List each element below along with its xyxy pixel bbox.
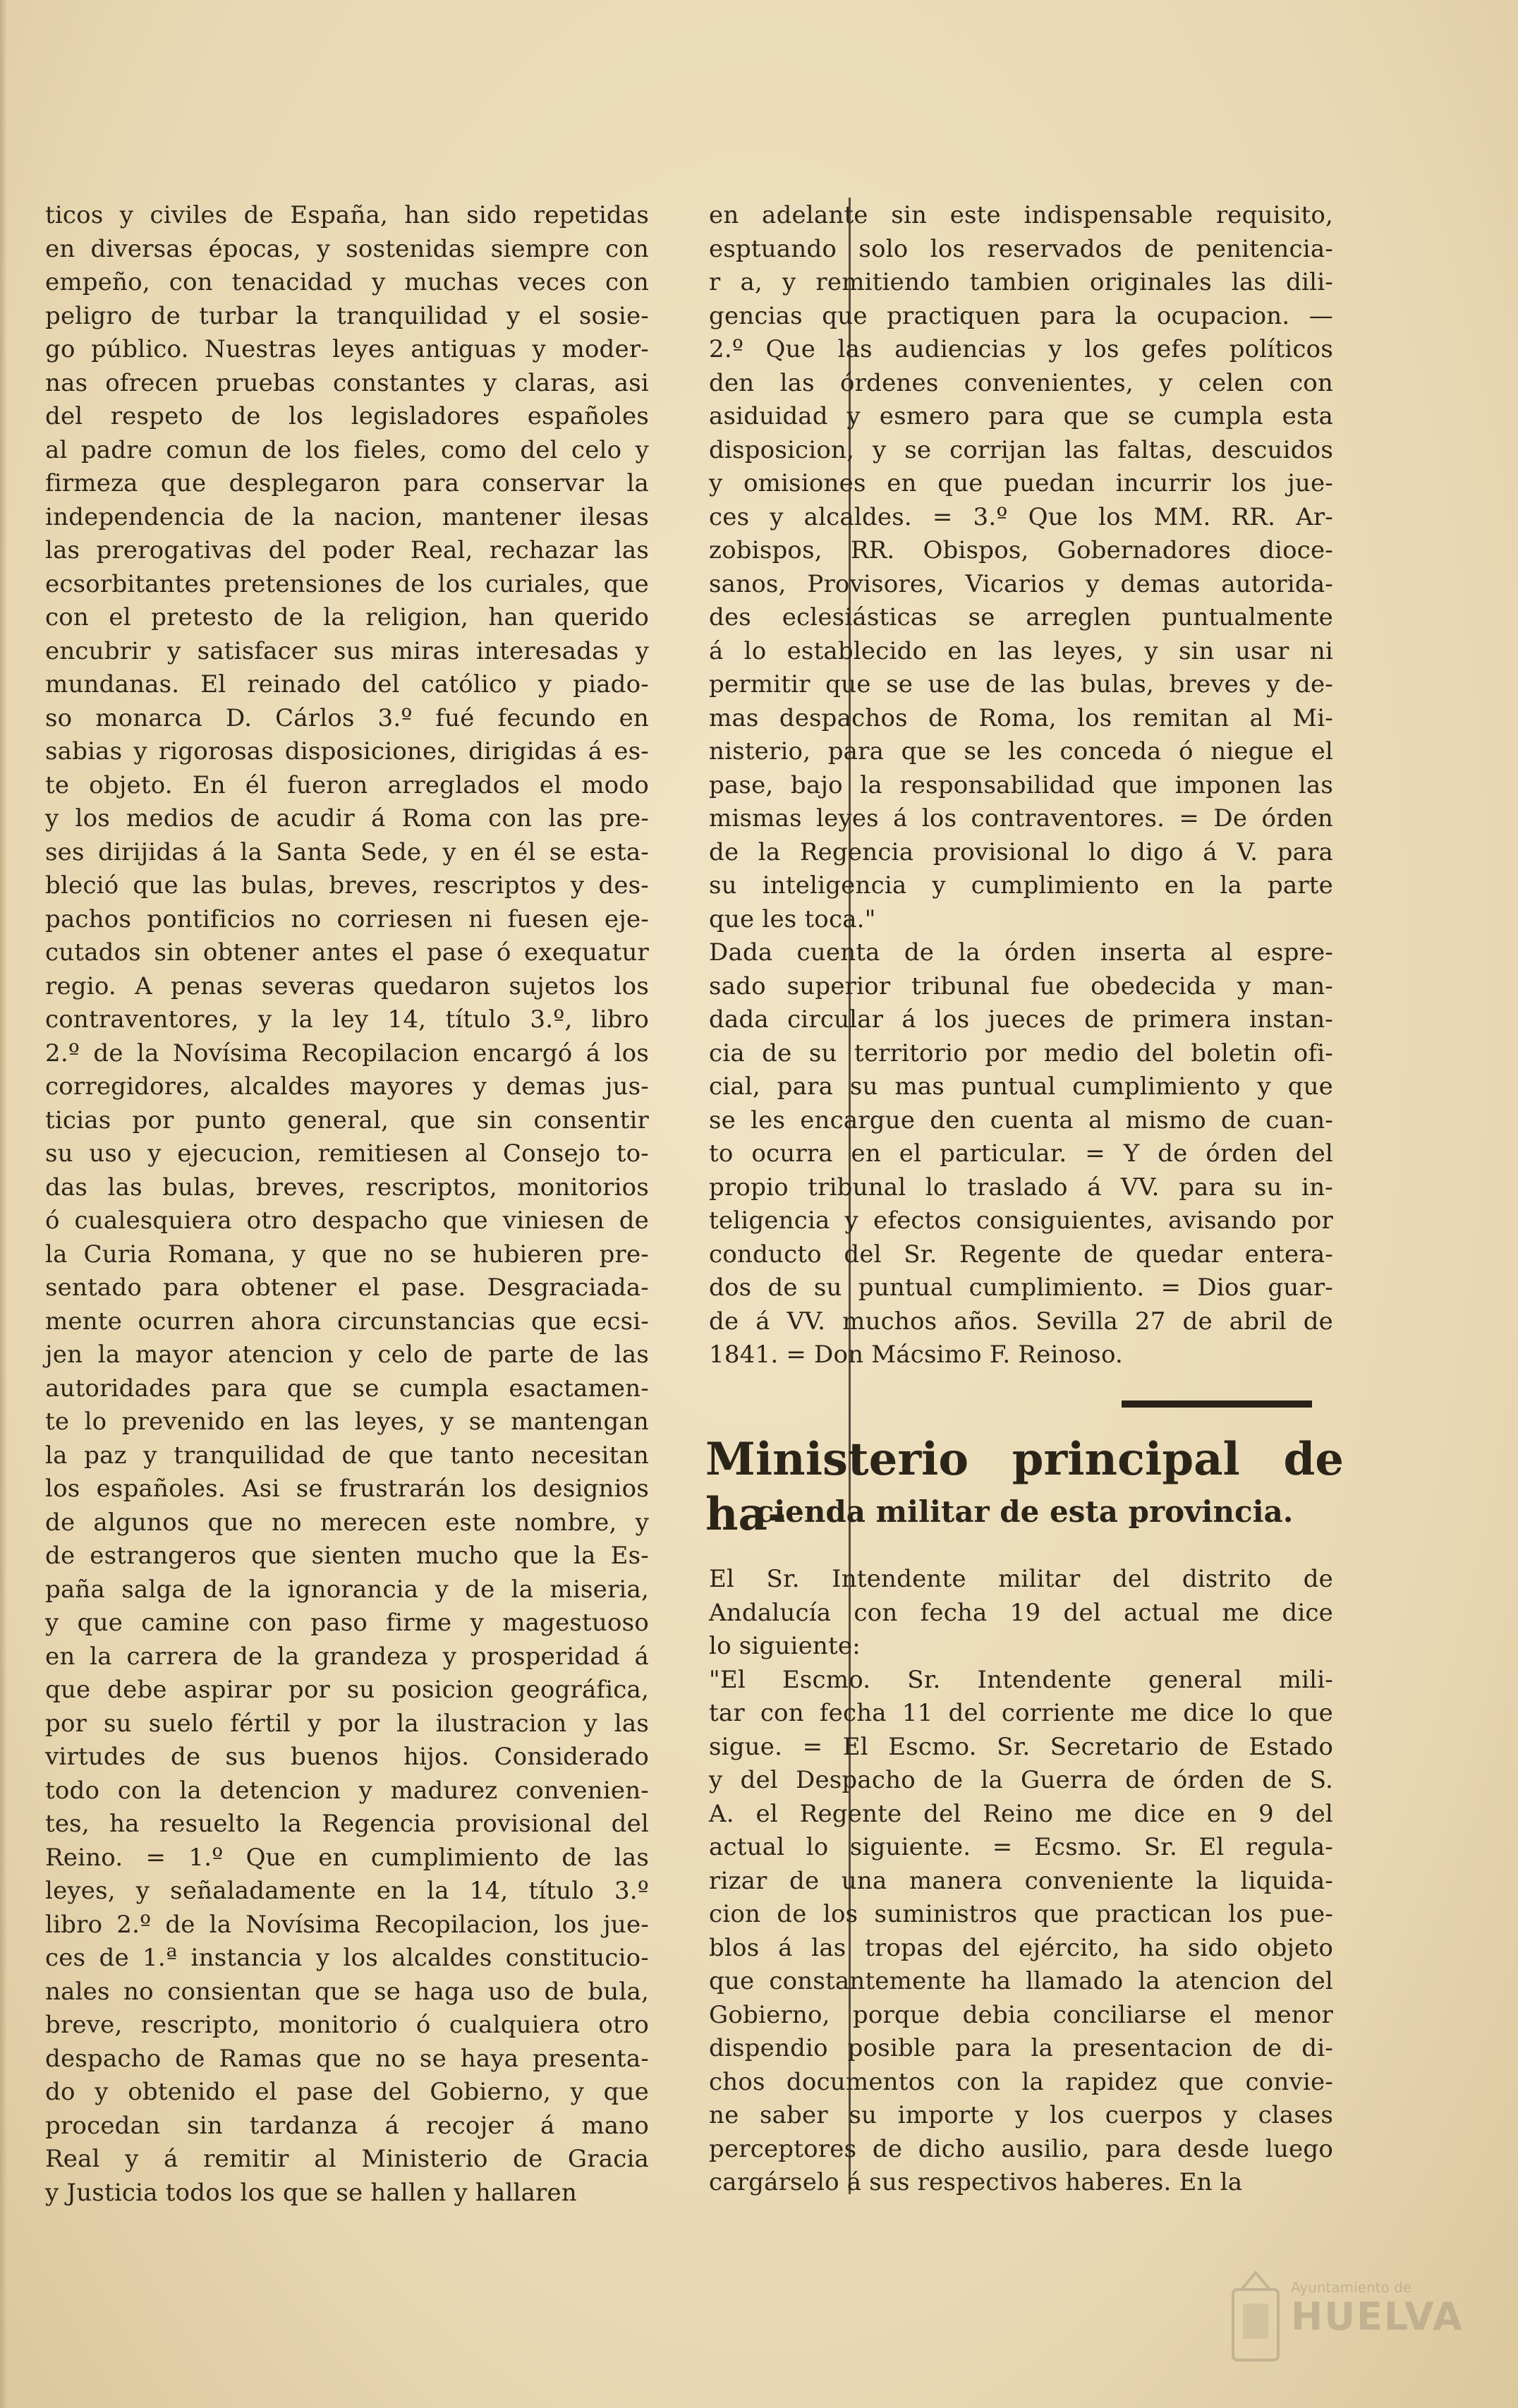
text-line: des eclesiásticas se arreglen puntualmente (709, 603, 1333, 631)
text-line: del respeto de los legisladores españoles (45, 402, 649, 430)
right-column-bottom (709, 1563, 1333, 2200)
text-line: cargárselo á sus respectivos haberes. En la (709, 2168, 1243, 2196)
text-line: actual lo siguiente. = Ecsmo. Sr. El regula- (709, 1833, 1333, 1861)
text-line: contraventores, y la ley 14, título 3.º, libro (45, 1005, 649, 1034)
text-line: das las bulas, breves, rescriptos, monitorios (45, 1173, 649, 1202)
text-line: paña salga de la ignorancia y de la miseria, (45, 1575, 649, 1604)
text-line: sabias y rigorosas disposiciones, dirigidas á es- (45, 737, 649, 766)
text-line: cia de su territorio por medio del boletin ofi- (709, 1039, 1333, 1067)
text-line: regio. A penas severas quedaron sujetos los (45, 972, 649, 1000)
watermark-big-text: HUELVA (1291, 2294, 1464, 2339)
text-line: cial, para su mas puntual cumplimiento y que (709, 1072, 1333, 1101)
text-line: chos documentos con la rapidez que convie- (709, 2067, 1333, 2096)
text-line: 1841. = Don Mácsimo F. Reinoso. (709, 1341, 1124, 1369)
text-line: todo con la detencion y madurez convenien- (45, 1776, 649, 1805)
text-line: go público. Nuestras leyes antiguas y moder- (45, 335, 649, 363)
text-line: 2.º Que las audiencias y los gefes políticos (709, 335, 1333, 363)
text-line: Dada cuenta de la órden inserta al espre- (709, 938, 1333, 967)
text-line: bleció que las bulas, breves, rescriptos y des- (45, 871, 649, 900)
text-line: ces y alcaldes. = 3.º Que los MM. RR. Ar- (709, 502, 1333, 531)
text-line: jen la mayor atencion y celo de parte de las (45, 1341, 649, 1369)
text-line: ces de 1.ª instancia y los alcaldes constitucio- (45, 1944, 649, 1972)
text-line: libro 2.º de la Novísima Recopilacion, los jue- (45, 1910, 649, 1939)
text-line: y los medios de acudir á Roma con las pre- (45, 804, 649, 833)
text-line: do y obtenido el pase del Gobierno, y que (45, 2078, 649, 2106)
text-line: cion de los suministros que practican los pue- (709, 1900, 1333, 1928)
text-line: nales no consientan que se haga uso de bula, (45, 1977, 649, 2006)
text-line: Real y á remitir al Ministerio de Gracia (45, 2145, 649, 2173)
text-line: la Curia Romana, y que no se hubieren pre- (45, 1240, 649, 1269)
text-line: pachos pontificios no corriesen ni fuesen eje- (45, 904, 649, 933)
text-line: por su suelo fértil y por la ilustracion y las (45, 1709, 649, 1738)
text-line: su inteligencia y cumplimiento en la parte (709, 871, 1333, 900)
text-line: "El Escmo. Sr. Intendente general mili- (709, 1665, 1333, 1694)
text-line: leyes, y señaladamente en la 14, título 3.º (45, 1877, 649, 1905)
text-line: esptuando solo los reservados de penitencia- (709, 234, 1333, 263)
text-line: ticias por punto general, que sin consentir (45, 1106, 649, 1135)
right-column-top (709, 199, 1333, 1372)
text-line: de la Regencia provisional lo digo á V. para (709, 837, 1333, 866)
text-line: pase, bajo la responsabilidad que imponen las (709, 770, 1333, 799)
text-line: empeño, con tenacidad y muchas veces con (45, 268, 649, 296)
text-line: rizar de una manera conveniente la liquida- (709, 1866, 1333, 1895)
text-line: ticos y civiles de España, han sido repetidas (45, 201, 649, 229)
left-column (45, 199, 649, 2210)
text-line: y del Despacho de la Guerra de órden de S. (709, 1766, 1333, 1794)
text-line: en diversas épocas, y sostenidas siempre con (45, 234, 649, 263)
text-line: zobispos, RR. Obispos, Gobernadores dioce- (709, 536, 1333, 564)
page-edge-shadow (0, 0, 7, 2408)
text-line: A. el Regente del Reino me dice en 9 del (709, 1799, 1333, 1828)
text-line: en la carrera de la grandeza y prosperidad á (45, 1642, 649, 1671)
text-line: perceptores de dicho ausilio, para desde luego (709, 2134, 1333, 2163)
text-line: tar con fecha 11 del corriente me dice lo que (709, 1699, 1333, 1727)
text-line: sigue. = El Escmo. Sr. Secretario de Estado (709, 1732, 1333, 1761)
archive-watermark (1227, 2268, 1481, 2381)
text-line: asiduidad y esmero para que se cumpla esta (709, 402, 1333, 430)
text-line: so monarca D. Cárlos 3.º fué fecundo en (45, 703, 649, 732)
text-line: Reino. = 1.º Que en cumplimiento de las (45, 1843, 649, 1872)
text-line: conducto del Sr. Regente de quedar entera- (709, 1240, 1333, 1269)
text-line: permitir que se use de las bulas, breves y de- (709, 670, 1333, 698)
text-line: virtudes de sus buenos hijos. Considerado (45, 1743, 649, 1771)
text-line: dos de su puntual cumplimiento. = Dios guar- (709, 1273, 1333, 1302)
text-line: El Sr. Intendente militar del distrito de (709, 1565, 1333, 1593)
text-line: de estrangeros que sienten mucho que la Es- (45, 1542, 649, 1570)
text-line: propio tribunal lo traslado á VV. para su in- (709, 1173, 1333, 1202)
text-line: ecsorbitantes pretensiones de los curiales, que (45, 569, 649, 598)
text-line: la paz y tranquilidad de que tanto necesitan (45, 1441, 649, 1470)
text-line: to ocurra en el particular. = Y de órden del (709, 1139, 1333, 1168)
text-line: autoridades para que se cumpla esactamen- (45, 1374, 649, 1403)
text-line: 2.º de la Novísima Recopilacion encargó á los (45, 1039, 649, 1067)
text-line: corregidores, alcaldes mayores y demas jus- (45, 1072, 649, 1101)
text-line: ó cualesquiera otro despacho que viniesen de (45, 1206, 649, 1235)
text-line: de algunos que no merecen este nombre, y (45, 1508, 649, 1537)
text-line: ses dirijidas á la Santa Sede, y en él se esta- (45, 837, 649, 866)
text-line: r a, y remitiendo tambien originales las dili- (709, 268, 1333, 296)
text-line: ne saber su importe y los cuerpos y clases (709, 2101, 1333, 2129)
text-line: dispendio posible para la presentacion de di- (709, 2034, 1333, 2062)
text-line: peligro de turbar la tranquilidad y el sosie- (45, 301, 649, 330)
text-line: lo siguiente: (709, 1632, 861, 1660)
section-heading: Ministerio principal de ha- (705, 1433, 1344, 1541)
text-line: independencia de la nacion, mantener ilesas (45, 502, 649, 531)
text-line: Gobierno, porque debia conciliarse el menor (709, 2000, 1333, 2029)
text-line: disposicion, y se corrijan las faltas, descuidos (709, 435, 1333, 464)
text-line: con el pretesto de la religion, han querido (45, 603, 649, 631)
text-line: te objeto. En él fueron arreglados el modo (45, 770, 649, 799)
text-line: mente ocurren ahora circunstancias que ecsi- (45, 1307, 649, 1336)
text-line: y omisiones en que puedan incurrir los jue- (709, 469, 1333, 497)
text-line: tes, ha resuelto la Regencia provisional del (45, 1810, 649, 1838)
text-line: blos á las tropas del ejército, ha sido objeto (709, 1933, 1333, 1962)
text-line: breve, rescripto, monitorio ó cualquiera otro (45, 2011, 649, 2039)
text-line: nisterio, para que se les conceda ó niegue el (709, 737, 1333, 766)
crest-icon (1227, 2268, 1284, 2367)
text-line: de á VV. muchos años. Sevilla 27 de abril de (709, 1307, 1333, 1336)
text-line: sado superior tribunal fue obedecida y man- (709, 972, 1333, 1000)
text-line: sanos, Provisores, Vicarios y demas autorida- (709, 569, 1333, 598)
text-line: procedan sin tardanza á recojer á mano (45, 2111, 649, 2140)
text-line: den las órdenes convenientes, y celen con (709, 368, 1333, 397)
text-line: su uso y ejecucion, remitiesen al Consejo to- (45, 1139, 649, 1168)
text-line: teligencia y efectos consiguientes, avisando por (709, 1206, 1333, 1235)
text-line: al padre comun de los fieles, como del celo y (45, 435, 649, 464)
text-line: mundanas. El reinado del católico y piado- (45, 670, 649, 698)
text-line: se les encargue den cuenta al mismo de cuan- (709, 1106, 1333, 1135)
text-line: y que camine con paso firme y magestuoso (45, 1609, 649, 1637)
text-line: firmeza que desplegaron para conservar la (45, 469, 649, 497)
text-line: y Justicia todos los que se hallen y hallaren (45, 2178, 577, 2207)
section-subheading: cienda militar de esta provincia. (755, 1494, 1294, 1529)
text-line: te lo prevenido en las leyes, y se mantengan (45, 1408, 649, 1436)
text-line: á lo establecido en las leyes, y sin usar ni (709, 636, 1333, 665)
text-line: despacho de Ramas que no se haya presenta- (45, 2044, 649, 2073)
text-line: mismas leyes á los contraventores. = De órden (709, 804, 1333, 833)
text-line: sentado para obtener el pase. Desgraciada- (45, 1273, 649, 1302)
text-line: Andalucía con fecha 19 del actual me dice (709, 1598, 1333, 1627)
text-line: encubrir y satisfacer sus miras interesadas y (45, 636, 649, 665)
text-line: que debe aspirar por su posicion geográfica, (45, 1676, 649, 1704)
text-line: los españoles. Asi se frustrarán los designios (45, 1475, 649, 1503)
section-separator (1122, 1400, 1312, 1408)
text-line: nas ofrecen pruebas constantes y claras, asi (45, 368, 649, 397)
text-line: que les toca." (709, 904, 876, 933)
text-line: cutados sin obtener antes el pase ó exequatur (45, 938, 649, 967)
text-line: en adelante sin este indispensable requisito, (709, 201, 1333, 229)
text-line: gencias que practiquen para la ocupacion. — (709, 301, 1333, 330)
text-line: mas despachos de Roma, los remitan al Mi- (709, 703, 1333, 732)
text-line: las prerogativas del poder Real, rechazar las (45, 536, 649, 564)
text-line: que constantemente ha llamado la atencion del (709, 1967, 1333, 1995)
text-line: dada circular á los jueces de primera instan- (709, 1005, 1333, 1034)
watermark-small-text: Ayuntamiento de (1291, 2279, 1412, 2296)
